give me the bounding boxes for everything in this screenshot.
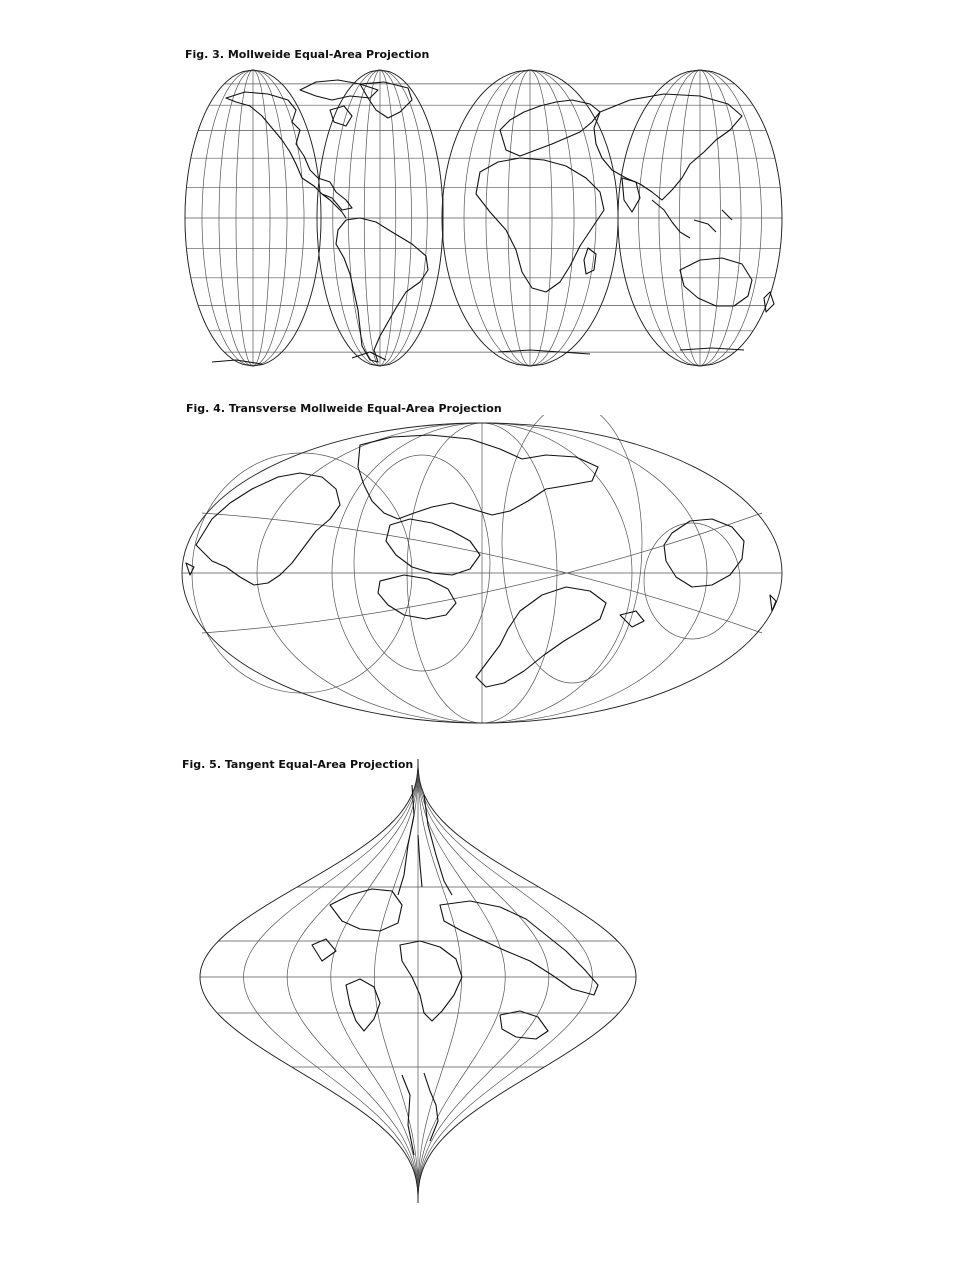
fig5-caption: Fig. 5. Tangent Equal-Area Projection: [182, 758, 414, 771]
arctic-coastline: [386, 519, 480, 575]
arctic-islands-coastline: [300, 80, 378, 126]
fig5-meridian-line: [418, 759, 549, 1203]
fig5-meridian-line: [200, 759, 418, 1203]
north-america-coastline: [226, 92, 352, 210]
antarctica-coastline: [664, 519, 744, 587]
fig5-coastlines: [312, 785, 598, 1155]
fig5-outline-left: [200, 759, 418, 1203]
fig3-graticule: [185, 70, 782, 366]
eurasia-coastline: [440, 901, 598, 995]
fig5-tangent-equal-area-map: [0, 755, 977, 1215]
greenland-coastline: [360, 82, 412, 118]
fig3-coastlines: [212, 80, 774, 364]
greenland-coastline: [378, 575, 456, 619]
australia-coastline: [680, 258, 752, 306]
africa-coastline: [476, 158, 604, 292]
north-america-coastline: [196, 473, 340, 585]
fig5-meridian-line: [287, 759, 418, 1203]
australia-coastline: [500, 1011, 548, 1039]
antarctica-coastline: [212, 348, 744, 364]
south-america-coastline: [476, 587, 606, 687]
eurasia-coastline: [358, 435, 598, 519]
africa-coastline: [400, 941, 462, 1021]
fig4-caption: Fig. 4. Transverse Mollweide Equal-Area Projection: [186, 402, 502, 415]
fig4-oblique-circle: [644, 523, 740, 639]
fig4-coastlines: [186, 435, 776, 687]
fig5-outline-right: [418, 759, 636, 1203]
fig5-graticule: [200, 759, 636, 1203]
fig4-graticule: [182, 415, 782, 723]
north-america-coastline: [312, 889, 402, 961]
north-polar-coastline: [398, 785, 452, 895]
fig3-caption: Fig. 3. Mollweide Equal-Area Projection: [185, 48, 430, 61]
south-america-coastline: [336, 218, 428, 362]
southeast-asia-coastline: [652, 200, 732, 238]
fig5-meridian-line: [418, 759, 636, 1203]
fig4-oblique-circle: [354, 455, 490, 671]
fig3-interrupted-mollweide-map: [0, 60, 977, 380]
new-zealand-coastline: [764, 292, 774, 312]
fig4-transverse-mollweide-map: [0, 415, 977, 735]
